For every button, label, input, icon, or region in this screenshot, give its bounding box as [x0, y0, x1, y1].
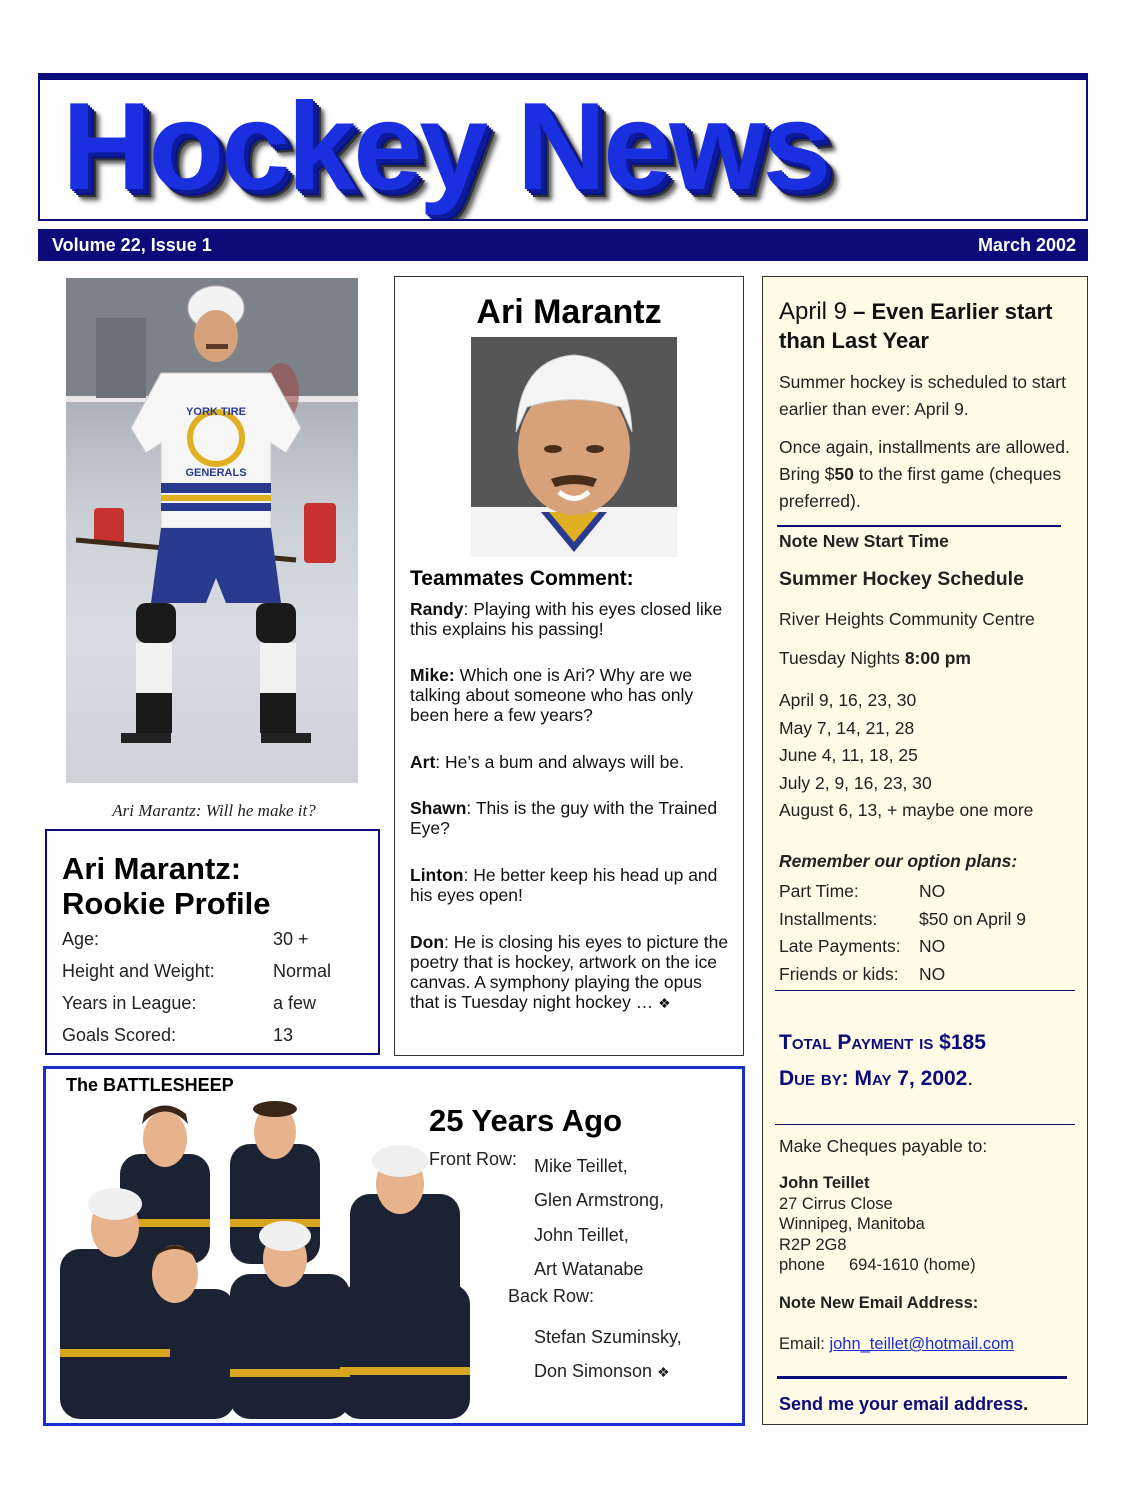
- player-illustration: [66, 278, 358, 783]
- option-plans: [779, 878, 1079, 988]
- date-row: April 9, 16, 23, 30: [779, 690, 917, 710]
- volume-issue: Volume 22, Issue 1: [52, 235, 212, 255]
- fleuron-icon: ❖: [657, 1364, 670, 1381]
- comment-don: Don: He is closing his eyes to picture the poetry that is hockey, artwork on the ice canvas. A symphony playing the opus that is Tuesday night hockey … ❖: [410, 932, 729, 1012]
- total-payment: Total Payment is $185: [779, 1031, 986, 1054]
- years-ago-title: 25 Years Ago: [429, 1103, 623, 1138]
- ari-headshot-photo: [471, 337, 677, 557]
- address-line: R2P 2G8: [779, 1235, 847, 1254]
- comment-randy: Randy: Playing with his eyes closed like this explains his passing!: [410, 599, 723, 639]
- payee-address: [779, 1173, 1079, 1276]
- start-time-note: Note New Start Time: [779, 531, 949, 551]
- comment-mike: Mike: Which one is Ari? Why are we talking about someone who has only been here a few years?: [410, 665, 694, 725]
- profile-title-line2: Rookie Profile: [62, 886, 271, 921]
- divider: [777, 525, 1061, 527]
- address-line: Winnipeg, Manitoba: [779, 1215, 925, 1233]
- option-plans-title: Remember our option plans:: [779, 851, 1018, 871]
- profile-value: a few: [273, 993, 317, 1013]
- game-night: Tuesday Nights 8:00 pm: [779, 648, 971, 668]
- address-line: 27 Cirrus Close: [779, 1194, 893, 1213]
- profile-label: Goals Scored:: [62, 1025, 177, 1045]
- email-line: Email: john_teillet@hotmail.com: [779, 1335, 1015, 1353]
- headline-date: April 9: [779, 298, 848, 325]
- option-row: Part Time: NO: [779, 881, 946, 901]
- comment-linton: Linton: He better keep his head up and his eyes open!: [410, 865, 718, 905]
- ari-marantz-article: [394, 276, 744, 1056]
- fleuron-icon: ❖: [658, 995, 671, 1011]
- divider: [775, 990, 1075, 991]
- issue-date: March 2002: [977, 235, 1076, 255]
- player-name: John Teillet,: [534, 1224, 629, 1245]
- profile-value: Normal: [273, 961, 332, 981]
- email-note: Note New Email Address:: [779, 1294, 979, 1312]
- date-row: July 2, 9, 16, 23, 30: [779, 772, 932, 793]
- back-row-label: Back Row:: [508, 1286, 595, 1306]
- profile-title: [62, 851, 270, 921]
- main-photo-caption: Ari Marantz: Will he make it?: [112, 801, 316, 820]
- sidebar-paragraph-1: Summer hockey is scheduled to start earlier than ever: April 9.: [779, 372, 1066, 419]
- date-row: June 4, 11, 18, 25: [779, 745, 918, 765]
- player-name: Stefan Szuminsky,: [534, 1327, 682, 1347]
- headshot-illustration: [471, 337, 677, 557]
- jersey-text-top: YORK TIRE: [186, 406, 246, 418]
- option-row: Friends or kids: NO: [779, 963, 946, 984]
- sidebar-headline: [779, 297, 1079, 355]
- player-name: Glen Armstrong,: [534, 1190, 665, 1211]
- profile-value: 13: [273, 1025, 294, 1045]
- team-illustration: [50, 1099, 480, 1423]
- profile-label: Height and Weight:: [62, 961, 215, 981]
- battlesheep-box: [43, 1066, 745, 1426]
- phone-line: phone 694-1610 (home): [779, 1256, 976, 1274]
- sidebar-paragraph-2: Once again, installments are allowed. Bring $50 to the first game (cheques preferred).: [779, 437, 1070, 511]
- team-photo: [50, 1099, 480, 1423]
- teammates-comment-heading: Teammates Comment:: [410, 567, 634, 590]
- front-row-label: Front Row:: [429, 1149, 518, 1169]
- send-email-request: Send me your email address.: [779, 1394, 1029, 1414]
- article-title: Ari Marantz: [476, 293, 662, 331]
- comment-shawn: Shawn: This is the guy with the Trained Eye?: [410, 798, 718, 838]
- divider: [775, 1124, 1075, 1125]
- profile-value: 30 +: [273, 929, 309, 949]
- jersey-text-bottom: GENERALS: [185, 467, 247, 479]
- rookie-profile-box: [45, 829, 380, 1055]
- headline-rest: – Even Earlier start than Last Year: [779, 299, 1053, 353]
- team-name-label: The BATTLESHEEP: [66, 1075, 234, 1095]
- profile-label: Years in League:: [62, 993, 197, 1013]
- comment-art: Art: He’s a bum and always will be.: [410, 752, 684, 772]
- issue-bar: [38, 229, 1088, 261]
- schedule-sidebar: [762, 276, 1088, 1425]
- profile-label: Age:: [62, 929, 100, 949]
- ari-full-length-photo: [66, 278, 358, 783]
- option-row: Late Payments: NO: [779, 936, 946, 956]
- front-row-names: [534, 1149, 664, 1286]
- date-list: [779, 687, 1079, 825]
- newsletter-title: Hockey News: [62, 78, 829, 216]
- back-row-names: [534, 1320, 682, 1390]
- email-link[interactable]: john_teillet@hotmail.com: [829, 1335, 1015, 1353]
- cheques-label: Make Cheques payable to:: [779, 1136, 988, 1156]
- schedule-title: Summer Hockey Schedule: [779, 568, 1024, 590]
- player-name: Art Watanabe: [534, 1258, 644, 1279]
- date-row: May 7, 14, 21, 28: [779, 717, 915, 738]
- profile-title-line1: Ari Marantz:: [62, 851, 242, 886]
- masthead: [38, 73, 1088, 221]
- payee-name: John Teillet: [779, 1174, 870, 1192]
- venue: River Heights Community Centre: [779, 609, 1035, 629]
- due-date: Due by: May 7, 2002.: [779, 1067, 974, 1090]
- player-name: Mike Teillet,: [534, 1156, 628, 1176]
- divider: [777, 1376, 1067, 1379]
- date-row: August 6, 13, + maybe one more: [779, 800, 1034, 820]
- option-row: Installments: $50 on April 9: [779, 908, 1027, 929]
- player-name: Don Simonson ❖: [534, 1361, 670, 1382]
- payment-summary: [779, 1025, 1079, 1097]
